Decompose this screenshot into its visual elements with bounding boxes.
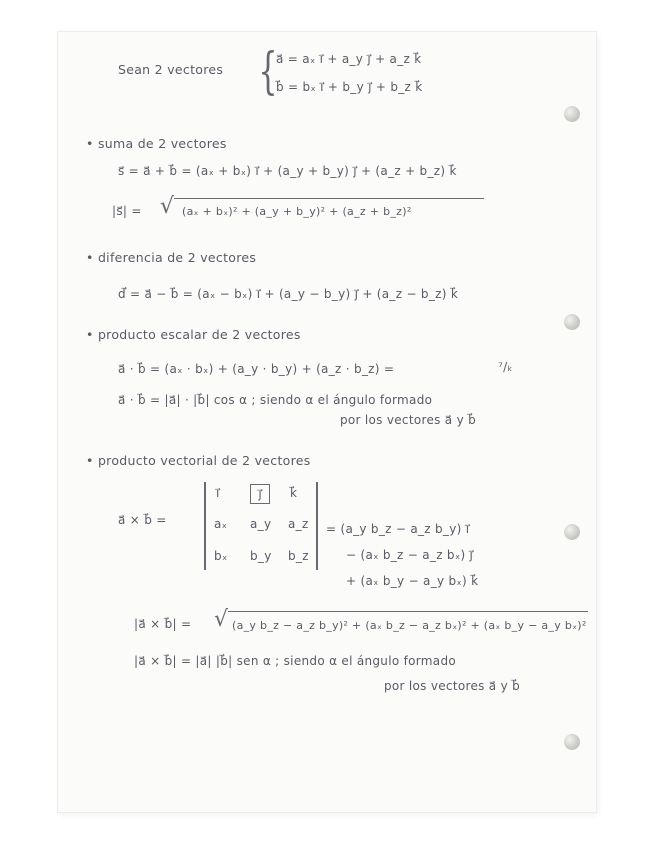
sum-modulus-radicand: (aₓ + bₓ)² + (a_y + b_y)² + (a_z + b_z)² <box>182 205 412 218</box>
radical-bar <box>228 611 588 612</box>
sum-heading: • suma de 2 vectores <box>86 136 227 151</box>
matrix-cell-i: i⃗ <box>216 486 220 500</box>
cross-result-i: = (a_y b_z − a_z b_y) i⃗ <box>326 522 470 536</box>
cross-modulus-sine: |a⃗ × b⃗| = |a⃗| |b⃗| sen α ; siendo α el ángulo formado <box>134 654 456 668</box>
vector-b-definition: b⃗ = bₓ i⃗ + b_y j⃗ + b_z k⃗ <box>276 80 423 94</box>
sum-modulus-lhs: |s⃗| = <box>112 204 142 218</box>
dot-product-angle-note: por los vectores a⃗ y b⃗ <box>340 413 476 427</box>
cross-angle-note: por los vectores a⃗ y b⃗ <box>384 679 520 693</box>
cross-product-lhs: a⃗ × b⃗ = <box>118 513 167 527</box>
difference-heading: • diferencia de 2 vectores <box>86 250 257 265</box>
cross-modulus-radicand: (a_y b_z − a_z b_y)² + (aₓ b_z − a_z bₓ)² + (aₓ b_y − a_y bₓ)² <box>232 619 587 632</box>
square-root-sign: √ <box>214 607 229 632</box>
dot-product-formula: a⃗ · b⃗ = (aₓ · bₓ) + (a_y · b_y) + (a_z · b_z) = <box>118 362 395 376</box>
cross-product-heading: • producto vectorial de 2 vectores <box>86 453 311 468</box>
dot-product-note: ⁷/ₖ <box>498 360 513 374</box>
cross-modulus-lhs: |a⃗ × b⃗| = <box>134 617 192 631</box>
dot-product-heading: • producto escalar de 2 vectores <box>86 327 301 342</box>
matrix-cell-bx: bₓ <box>214 549 228 563</box>
cross-result-k: + (aₓ b_y − a_y bₓ) k⃗ <box>346 574 479 588</box>
binder-hole <box>564 106 580 122</box>
cross-result-j: − (aₓ b_z − a_z bₓ) j⃗ <box>346 548 474 562</box>
matrix-cell-by: b_y <box>250 549 272 563</box>
matrix-cell-ay: a_y <box>250 517 272 531</box>
binder-hole <box>564 524 580 540</box>
intro-label: Sean 2 vectores <box>118 62 224 77</box>
matrix-cell-az: a_z <box>288 517 309 531</box>
dot-product-modulus: a⃗ · b⃗ = |a⃗| · |b⃗| cos α ; siendo α el ángulo formado <box>118 393 433 407</box>
difference-formula: d⃗ = a⃗ − b⃗ = (aₓ − bₓ) i⃗ + (a_y − b_y) j⃗ + (a_z − b_z) k⃗ <box>118 287 459 301</box>
sum-formula: s⃗ = a⃗ + b⃗ = (aₓ + bₓ) i⃗ + (a_y + b_y) j⃗ + (a_z + b_z) k⃗ <box>118 164 457 178</box>
matrix-cell-bz: b_z <box>288 549 309 563</box>
system-brace: { <box>258 42 278 100</box>
radical-bar <box>174 198 484 199</box>
determinant-left-bar <box>204 482 206 570</box>
matrix-cell-ax: aₓ <box>214 517 228 531</box>
determinant-right-bar <box>316 482 318 570</box>
binder-hole <box>564 314 580 330</box>
binder-hole <box>564 734 580 750</box>
matrix-cell-k: k⃗ <box>290 486 298 500</box>
vector-a-definition: a⃗ = aₓ i⃗ + a_y j⃗ + a_z k⃗ <box>276 52 422 66</box>
square-root-sign: √ <box>160 194 175 219</box>
matrix-cell-j-boxed: j⃗ <box>250 484 270 504</box>
